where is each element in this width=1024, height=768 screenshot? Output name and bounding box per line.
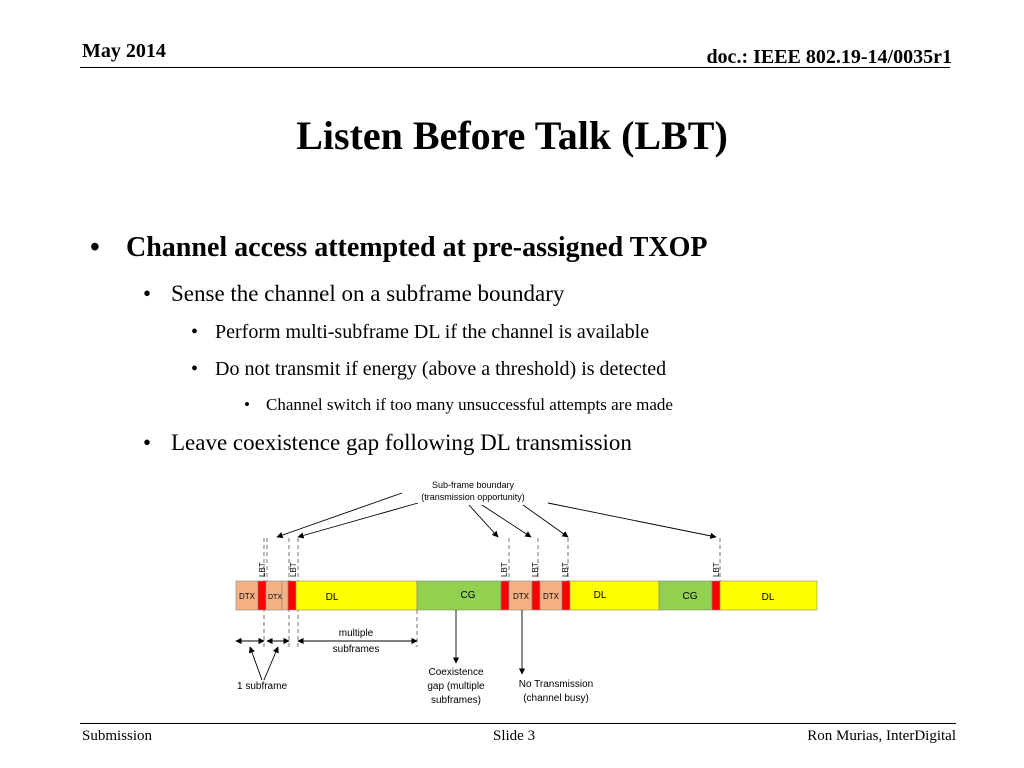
bullet-text: Sense the channel on a subframe boundary (171, 281, 565, 306)
dtx-label: DTX (513, 592, 529, 601)
lbt-label: LBT (561, 562, 570, 577)
dtx-label: DTX (239, 592, 255, 601)
dl-label: DL (593, 590, 607, 601)
cg-block (417, 581, 501, 610)
bullet-dot: • (191, 321, 199, 343)
boundary-arrow (277, 493, 402, 537)
header-rule (80, 67, 950, 68)
lbt-timeline-diagram (220, 475, 820, 715)
bullet-text: Channel switch if too many unsuccessful attempts are made (266, 395, 673, 414)
bullet-text: Channel access attempted at pre-assigned TXOP (126, 232, 708, 263)
boundary-label-line1: Sub-frame boundary (431, 480, 515, 490)
lbt-label: LBT (712, 562, 721, 577)
lbt-label: LBT (289, 562, 298, 577)
boundary-arrow (469, 505, 498, 537)
lbt-block (258, 581, 266, 610)
footer-rule (80, 723, 956, 724)
lbt-block (501, 581, 509, 610)
one-subframe-arrows (250, 647, 278, 680)
slide-title: Listen Before Talk (LBT) (296, 113, 728, 158)
bullet-level3 (191, 321, 650, 344)
bullet-text: Leave coexistence gap following DL transmission (171, 430, 632, 455)
bullet-text: Do not transmit if energy (above a threshold) is detected (215, 358, 667, 380)
cg-label: CG (460, 590, 476, 601)
header-date: May 2014 (82, 40, 166, 62)
dl-label: DL (325, 592, 339, 603)
lbt-block (532, 581, 540, 610)
bullet-level2 (143, 430, 632, 456)
bullet-dot: • (90, 232, 100, 263)
bullet-dot: • (143, 430, 152, 455)
dl-label: DL (761, 592, 775, 603)
boundary-label-line2: (transmission opportunity) (421, 492, 525, 502)
bullet-level1 (90, 232, 708, 264)
no-transmission-label: No Transmission (518, 679, 594, 690)
cg-description: subframes) (430, 695, 482, 706)
footer-author: Ron Murias, InterDigital (807, 728, 956, 744)
lbt-label: LBT (258, 562, 267, 577)
bullet-text: Perform multi-subframe DL if the channel is available (215, 321, 650, 343)
bullet-dot: • (143, 281, 152, 306)
footer-submission: Submission (82, 728, 153, 744)
boundary-arrow (523, 505, 568, 537)
no-transmission-label: (channel busy) (523, 693, 589, 704)
cg-description: Coexistence (428, 667, 484, 678)
lbt-label: LBT (531, 562, 540, 577)
lbt-label: LBT (500, 562, 509, 577)
bullet-level2 (143, 281, 565, 307)
dl-block (296, 581, 417, 610)
lbt-block (562, 581, 570, 610)
bullet-dot: • (191, 358, 199, 380)
multiple-subframes-label: multiple (338, 628, 374, 639)
dtx-label: DTX (543, 592, 559, 601)
bullet-dot: • (244, 395, 250, 414)
boundary-arrow (548, 503, 716, 537)
footer-slide-number: Slide 3 (493, 728, 536, 744)
bullet-level3 (191, 358, 667, 381)
cg-label: CG (682, 591, 698, 602)
bullet-level4 (244, 395, 673, 415)
dtx-label: DTX (268, 594, 282, 601)
multiple-subframes-label: subframes (332, 644, 380, 655)
lbt-block (288, 581, 296, 610)
dtx-block (282, 581, 288, 610)
one-subframe-label: 1 subframe (236, 681, 288, 692)
cg-description: gap (multiple (427, 681, 485, 692)
dl-block (570, 581, 659, 610)
lbt-block (712, 581, 720, 610)
header-doc-id: doc.: IEEE 802.19-14/0035r1 (706, 46, 952, 68)
boundary-arrow (482, 505, 531, 537)
lbt-labels (258, 562, 721, 577)
